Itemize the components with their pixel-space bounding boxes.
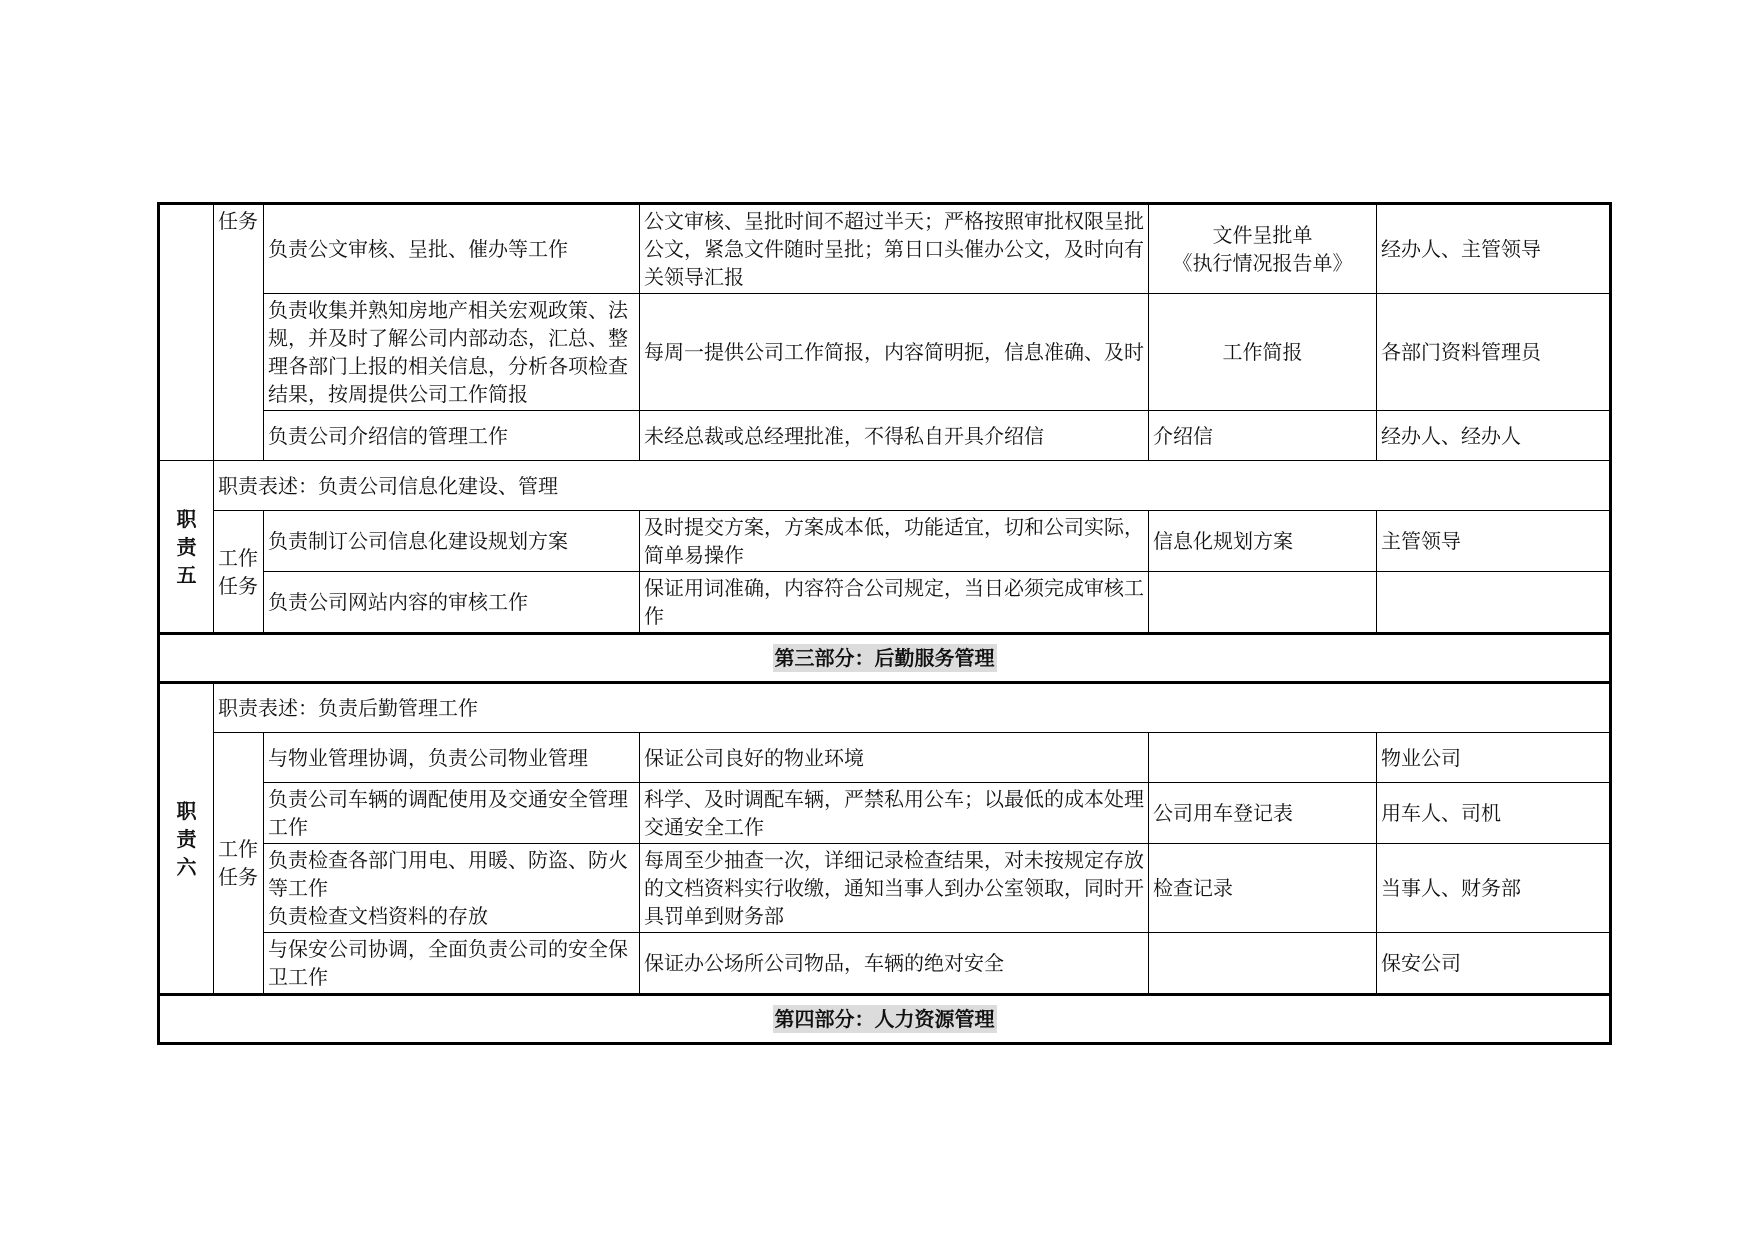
task-cell bbox=[264, 844, 640, 933]
related-cell bbox=[1377, 572, 1611, 634]
task-cell: 负责制订公司信息化建设规划方案 bbox=[264, 511, 640, 572]
section-title: 第三部分：后勤服务管理 bbox=[774, 646, 995, 670]
table-row bbox=[159, 511, 1611, 572]
related-cell: 用车人、司机 bbox=[1377, 783, 1611, 844]
related-cell: 经办人、主管领导 bbox=[1377, 204, 1611, 294]
task-cell: 负责公司介绍信的管理工作 bbox=[264, 411, 640, 461]
table-row bbox=[159, 411, 1611, 461]
duty-description: 职责表述：负责公司信息化建设、管理 bbox=[214, 461, 1611, 511]
related-cell: 当事人、财务部 bbox=[1377, 844, 1611, 933]
record-line: 文件呈批单 bbox=[1212, 223, 1313, 247]
task-line: 负责检查文档资料的存放 bbox=[268, 904, 488, 928]
related-cell: 保安公司 bbox=[1377, 933, 1611, 995]
task-cell: 负责公司网站内容的审核工作 bbox=[264, 572, 640, 634]
standard-cell: 保证公司良好的物业环境 bbox=[640, 733, 1149, 783]
record-cell: 信息化规划方案 bbox=[1149, 511, 1377, 572]
standard-cell: 科学、及时调配车辆，严禁私用公车；以最低的成本处理交通安全工作 bbox=[640, 783, 1149, 844]
section-header-row bbox=[159, 995, 1611, 1044]
standard-cell: 保证办公场所公司物品，车辆的绝对安全 bbox=[640, 933, 1149, 995]
record-cell bbox=[1149, 204, 1377, 294]
standard-cell: 每周至少抽查一次，详细记录检查结果，对未按规定存放的文档资料实行收缴，通知当事人到办公室领取，同时开具罚单到财务部 bbox=[640, 844, 1149, 933]
table-row bbox=[159, 844, 1611, 933]
sub-label-cell: 工作任务 bbox=[214, 511, 264, 634]
task-cell: 与保安公司协调，全面负责公司的安全保卫工作 bbox=[264, 933, 640, 995]
standard-cell: 保证用词准确，内容符合公司规定，当日必须完成审核工作 bbox=[640, 572, 1149, 634]
record-cell: 检查记录 bbox=[1149, 844, 1377, 933]
section-title: 第四部分：人力资源管理 bbox=[774, 1007, 995, 1031]
task-cell: 负责收集并熟知房地产相关宏观政策、法规，并及时了解公司内部动态，汇总、整理各部门上报的相关信息，分析各项检查结果，按周提供公司工作简报 bbox=[264, 294, 640, 411]
task-cell: 负责公司车辆的调配使用及交通安全管理工作 bbox=[264, 783, 640, 844]
duty-label-cell bbox=[159, 683, 214, 995]
duty-label-char: 六 bbox=[176, 854, 197, 879]
task-cell: 与物业管理协调，负责公司物业管理 bbox=[264, 733, 640, 783]
section-header-row bbox=[159, 634, 1611, 683]
record-cell bbox=[1149, 733, 1377, 783]
related-cell: 主管领导 bbox=[1377, 511, 1611, 572]
table-row bbox=[159, 933, 1611, 995]
record-cell bbox=[1149, 933, 1377, 995]
duty-label-char: 职 bbox=[176, 798, 197, 823]
section-header bbox=[159, 634, 1611, 683]
table-row bbox=[159, 572, 1611, 634]
table-row bbox=[159, 204, 1611, 294]
duty-description: 职责表述：负责后勤管理工作 bbox=[214, 683, 1611, 733]
duty-label-char: 责 bbox=[176, 534, 197, 559]
duty-label-char: 五 bbox=[176, 562, 197, 587]
sub-label-cell: 任务 bbox=[214, 204, 264, 461]
record-cell: 介绍信 bbox=[1149, 411, 1377, 461]
standard-cell: 未经总裁或总经理批准，不得私自开具介绍信 bbox=[640, 411, 1149, 461]
table-row bbox=[159, 683, 1611, 733]
table-row bbox=[159, 461, 1611, 511]
record-line: 《执行情况报告单》 bbox=[1172, 251, 1353, 275]
standard-cell: 每周一提供公司工作简报，内容简明扼，信息准确、及时 bbox=[640, 294, 1149, 411]
section-header bbox=[159, 995, 1611, 1044]
table-row bbox=[159, 733, 1611, 783]
duty-label-cell bbox=[159, 204, 214, 461]
record-cell: 公司用车登记表 bbox=[1149, 783, 1377, 844]
record-cell: 工作简报 bbox=[1149, 294, 1377, 411]
table-row bbox=[159, 783, 1611, 844]
responsibility-table bbox=[157, 202, 1612, 1045]
duty-label-cell bbox=[159, 461, 214, 634]
record-cell bbox=[1149, 572, 1377, 634]
duty-label-char: 责 bbox=[176, 826, 197, 851]
related-cell: 各部门资料管理员 bbox=[1377, 294, 1611, 411]
related-cell: 经办人、经办人 bbox=[1377, 411, 1611, 461]
sub-label-cell: 工作任务 bbox=[214, 733, 264, 995]
task-line: 负责检查各部门用电、用暖、防盗、防火等工作 bbox=[268, 848, 628, 900]
related-cell: 物业公司 bbox=[1377, 733, 1611, 783]
task-cell: 负责公文审核、呈批、催办等工作 bbox=[264, 204, 640, 294]
duty-label-char: 职 bbox=[176, 506, 197, 531]
table-row bbox=[159, 294, 1611, 411]
standard-cell: 公文审核、呈批时间不超过半天；严格按照审批权限呈批公文，紧急文件随时呈批；第日口头催办公文，及时向有关领导汇报 bbox=[640, 204, 1149, 294]
standard-cell: 及时提交方案，方案成本低，功能适宜，切和公司实际，简单易操作 bbox=[640, 511, 1149, 572]
